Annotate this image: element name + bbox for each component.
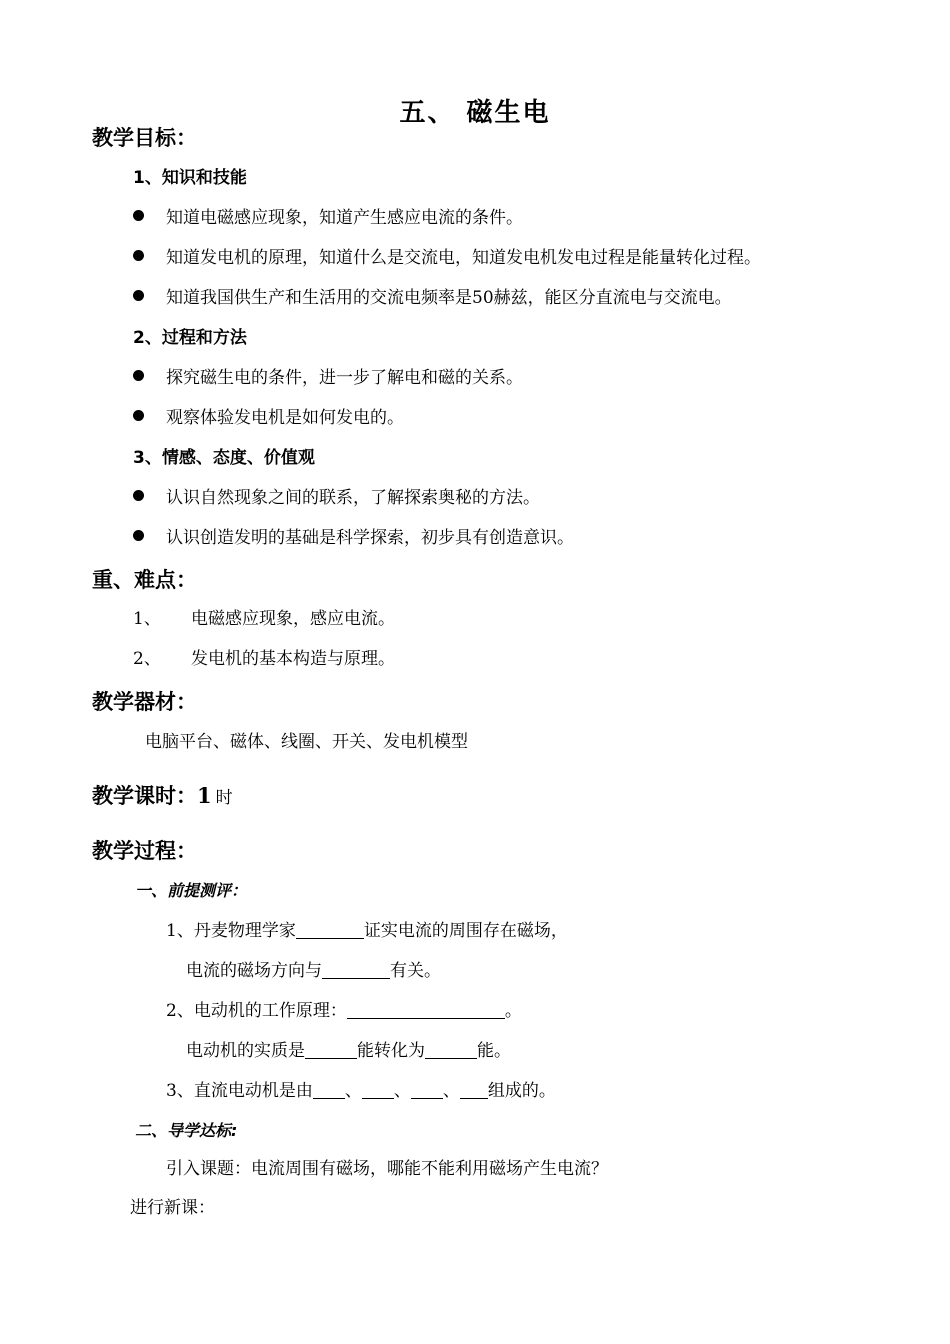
- new-lesson-text: 进行新课：: [130, 1198, 215, 1218]
- answer-blank[interactable]: [460, 1082, 488, 1099]
- answer-blank[interactable]: [322, 962, 390, 979]
- hours-value: 1: [197, 783, 212, 808]
- bullet-icon: [133, 250, 144, 261]
- answer-blank[interactable]: [347, 1002, 505, 1019]
- materials-heading: 教学器材：: [92, 690, 197, 714]
- part1-label: 一、前提测评：: [135, 881, 248, 900]
- bullet-icon: [133, 210, 144, 221]
- list-item: 认识创造发明的基础是科学探索，初步具有创造意识。: [133, 530, 574, 547]
- question-1-line-2: 电流的磁场方向与 有关。: [186, 961, 441, 981]
- hours-heading: 教学课时：: [92, 784, 197, 808]
- question-2-line-1: 2、电动机的工作原理： 。: [166, 1001, 522, 1021]
- list-item: 认识自然现象之间的联系，了解探索奥秘的方法。: [133, 490, 540, 507]
- list-item: 探究磁生电的条件，进一步了解电和磁的关系。: [133, 370, 523, 387]
- answer-blank[interactable]: [362, 1082, 394, 1099]
- materials-text: 电脑平台、磁体、线圈、开关、发电机模型: [145, 732, 468, 752]
- objectives-heading: 教学目标：: [92, 126, 197, 150]
- section-label-process: 2、过程和方法: [133, 328, 247, 348]
- key-points-heading: 重、难点：: [92, 568, 197, 592]
- page-title: 五、 磁生电: [399, 98, 551, 128]
- list-item: 知道我国供生产和生活用的交流电频率是50赫兹，能区分直流电与交流电。: [133, 290, 732, 307]
- question-2-line-2: 电动机的实质是 能转化为 能。: [186, 1041, 511, 1061]
- bullet-icon: [133, 290, 144, 301]
- list-item: 观察体验发电机是如何发电的。: [133, 410, 404, 427]
- process-heading: 教学过程：: [92, 839, 197, 863]
- answer-blank[interactable]: [425, 1042, 477, 1059]
- answer-blank[interactable]: [305, 1042, 357, 1059]
- hours-line: [92, 785, 233, 807]
- section-label-knowledge: 1、知识和技能: [133, 168, 247, 188]
- question-1-line-1: 1、丹麦物理学家 证实电流的周围存在磁场，: [166, 921, 568, 941]
- list-item: 2、 发电机的基本构造与原理。: [133, 649, 395, 669]
- part2-label: 二、导学达标:: [135, 1121, 238, 1140]
- intro-text: 引入课题：电流周围有磁场，哪能不能利用磁场产生电流？: [166, 1159, 608, 1179]
- hours-unit: 时: [215, 788, 233, 808]
- bullet-icon: [133, 410, 144, 421]
- question-3-line: 3、直流电动机是由 、 、 、 组成的。: [166, 1081, 556, 1101]
- bullet-icon: [133, 370, 144, 381]
- list-item: 知道电磁感应现象，知道产生感应电流的条件。: [133, 210, 523, 227]
- answer-blank[interactable]: [411, 1082, 443, 1099]
- list-item: 1、 电磁感应现象，感应电流。: [133, 609, 395, 629]
- answer-blank[interactable]: [313, 1082, 345, 1099]
- answer-blank[interactable]: [296, 922, 364, 939]
- list-item: 知道发电机的原理，知道什么是交流电，知道发电机发电过程是能量转化过程。: [133, 250, 761, 267]
- bullet-icon: [133, 490, 144, 501]
- bullet-icon: [133, 530, 144, 541]
- section-label-attitude: 3、情感、态度、价值观: [133, 448, 315, 468]
